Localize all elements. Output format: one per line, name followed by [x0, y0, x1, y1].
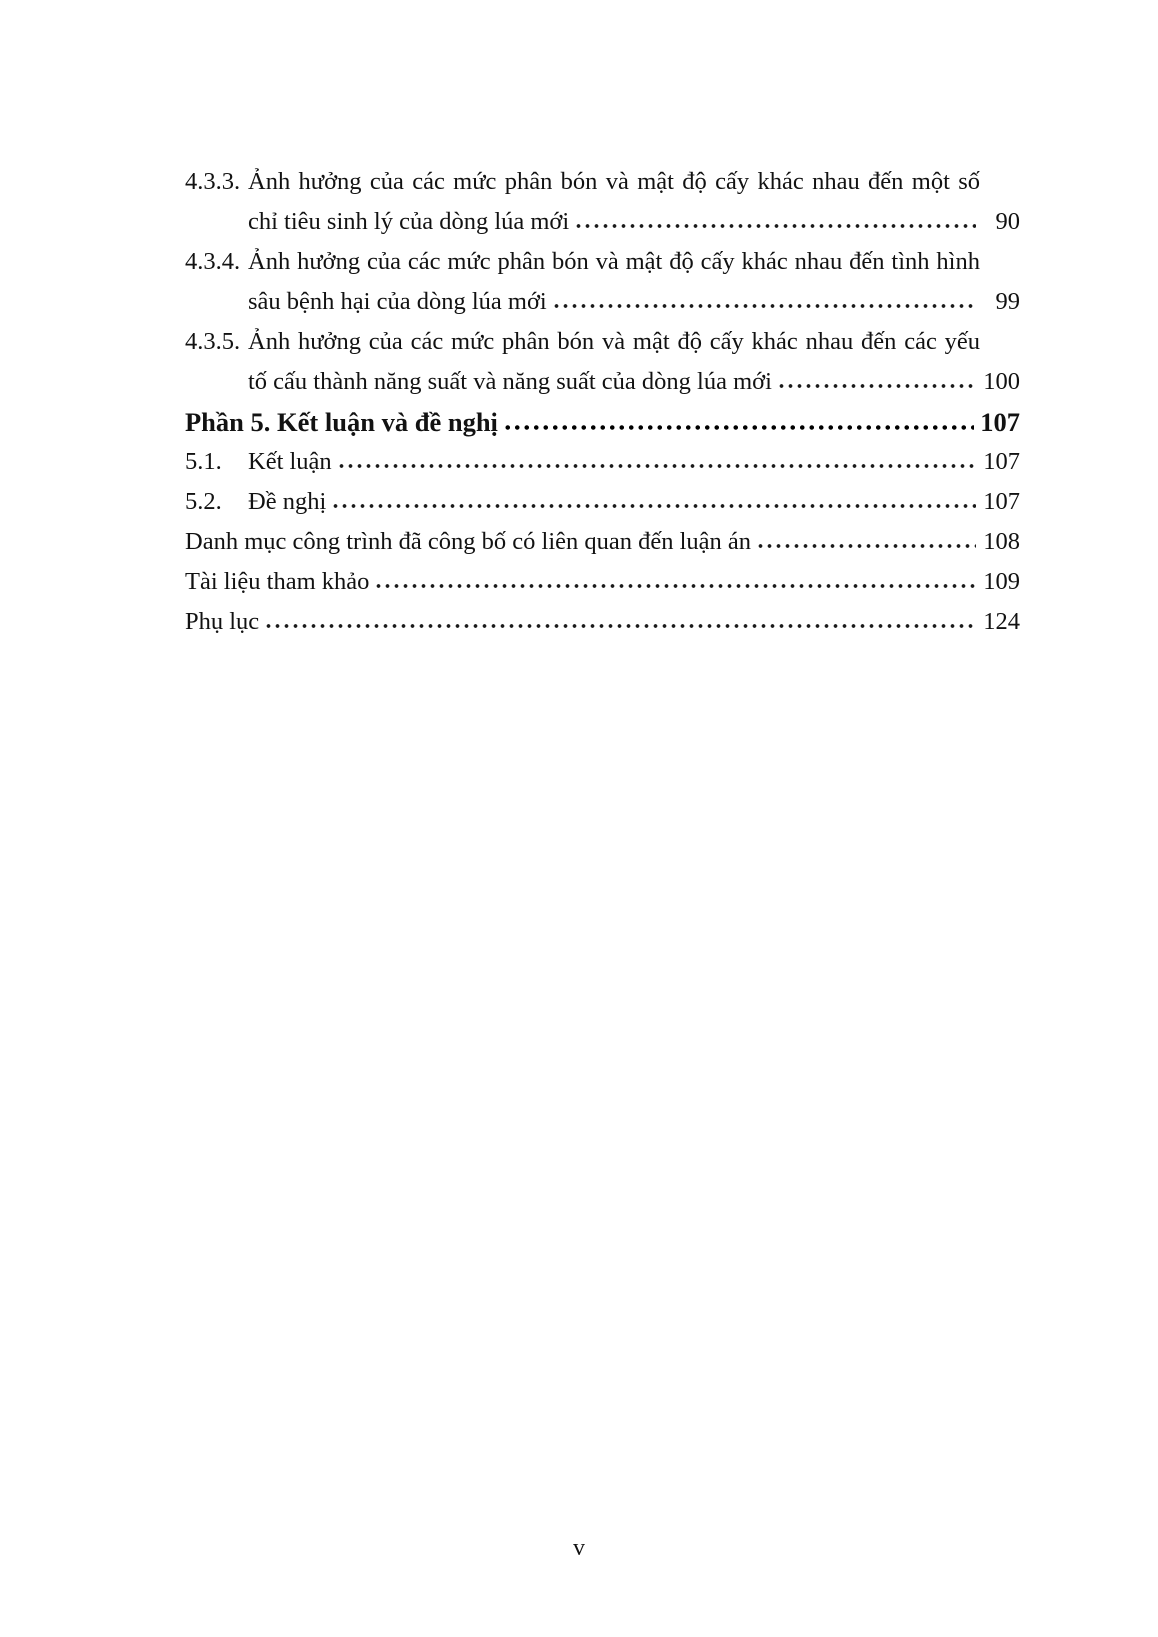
toc-entry-4-3-4: [185, 242, 1020, 322]
entry-page-number: 107: [983, 488, 1020, 515]
toc-entry-phu-luc: [185, 602, 1020, 642]
entry-page-number: 107: [983, 448, 1020, 475]
entry-title-line2: chỉ tiêu sinh lý của dòng lúa mới: [248, 208, 570, 235]
toc-entry-line: [185, 162, 1020, 202]
toc-entry-line: [185, 282, 1020, 322]
entry-title: Kết luận: [248, 448, 332, 475]
toc-entry-5-2: [185, 482, 1020, 522]
entry-page-number: 124: [983, 608, 1020, 635]
entry-number: 5.2.: [185, 488, 222, 515]
entry-title-line1: Ảnh hưởng của các mức phân bón và mật độ cấy khác nhau đến các yếu: [248, 328, 980, 355]
toc-entry-phan-5: [185, 402, 1020, 442]
dot-leader: [756, 543, 976, 549]
dot-leader: [337, 463, 976, 469]
entry-page-number: 100: [983, 368, 1020, 395]
entry-title: Tài liệu tham khảo: [185, 568, 370, 595]
toc-entry-tai-lieu: [185, 562, 1020, 602]
dot-leader: [374, 583, 976, 589]
dot-leader: [552, 303, 976, 309]
entry-number: 4.3.4.: [185, 248, 241, 275]
toc-entry-line: [185, 322, 1020, 362]
toc-entry-4-3-5: [185, 322, 1020, 402]
entry-title-line2: tố cấu thành năng suất và năng suất của dòng lúa mới: [248, 368, 772, 395]
entry-number: 4.3.3.: [185, 168, 241, 195]
entry-page-number: 108: [983, 528, 1020, 555]
dot-leader: [331, 503, 976, 509]
entry-title: Đề nghị: [248, 488, 327, 515]
entry-page-number: 109: [983, 568, 1020, 595]
toc-entry-4-3-3: [185, 162, 1020, 242]
table-of-contents: [185, 162, 1020, 642]
entry-page-number: 99: [995, 288, 1020, 315]
entry-title: Danh mục công trình đã công bố có liên quan đến luận án: [185, 528, 752, 555]
entry-title: Phụ lục: [185, 608, 260, 635]
dot-leader: [777, 383, 976, 389]
entry-title-line1: Ảnh hưởng của các mức phân bón và mật độ cấy khác nhau đến một số: [248, 168, 980, 195]
toc-entry-danh-muc: [185, 522, 1020, 562]
entry-page-number: 90: [995, 208, 1020, 235]
toc-entry-line: [185, 362, 1020, 402]
entry-title-line1: Ảnh hưởng của các mức phân bón và mật độ cấy khác nhau đến tình hình: [248, 248, 980, 275]
entry-number: 4.3.5.: [185, 328, 241, 355]
entry-title: Phần 5. Kết luận và đề nghị: [185, 407, 498, 437]
dot-leader: [574, 223, 976, 229]
entry-title-line2: sâu bệnh hại của dòng lúa mới: [248, 288, 547, 315]
dot-leader: [264, 623, 976, 629]
dot-leader: [503, 424, 974, 431]
toc-entry-line: [185, 242, 1020, 282]
toc-entry-line: [185, 202, 1020, 242]
entry-page-number: 107: [980, 407, 1020, 437]
entry-number: 5.1.: [185, 448, 222, 475]
toc-entry-5-1: [185, 442, 1020, 482]
footer-page-number: v: [573, 1535, 585, 1561]
